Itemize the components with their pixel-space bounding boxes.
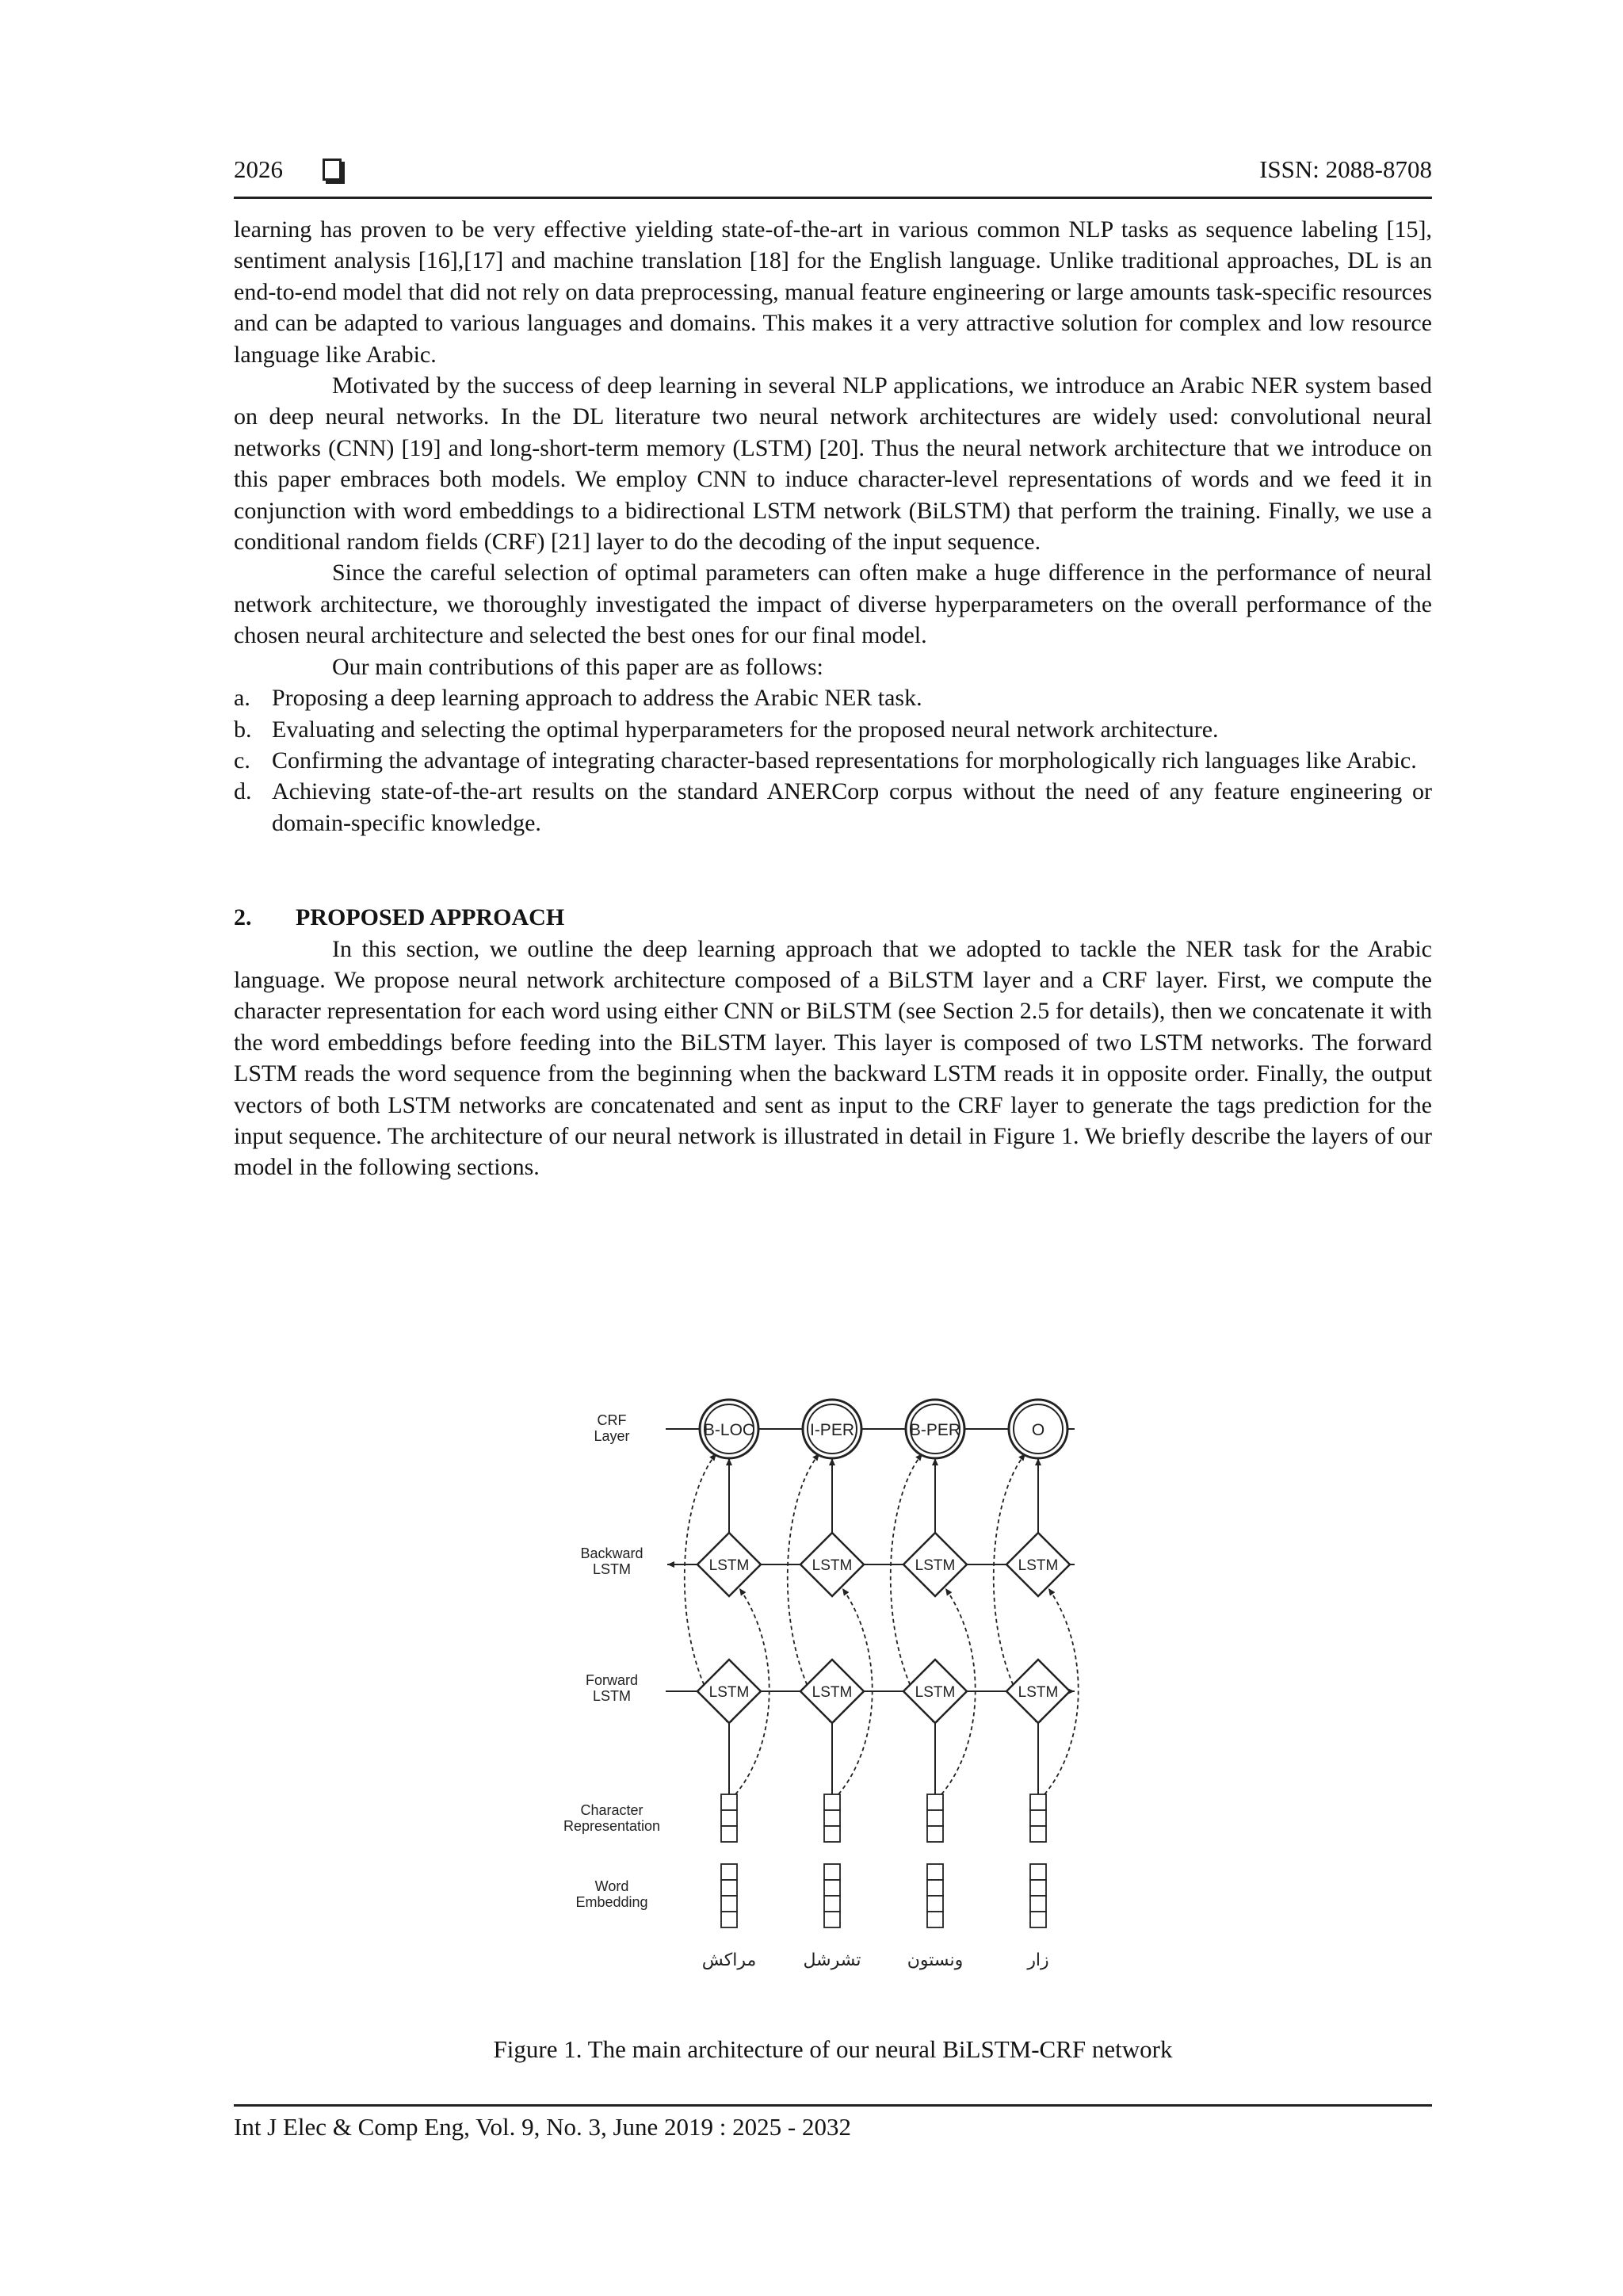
list-item	[234, 682, 1432, 713]
list-item	[234, 745, 1432, 776]
label-fwd-1: Forward	[585, 1672, 639, 1688]
section-paragraph-1: In this section, we outline the deep learning approach that we adopted to tackle the NER task for the Arabic language. We propose neural network architecture composed of a BiLSTM layer and a CRF layer. First, we compute the character representation for each word using either CNN or BiLSTM (see Section 2.5 for details), then we concatenate it with the word embeddings before feeding into the BiLSTM layer. This layer is composed of two LSTM networks. The forward LSTM reads the word sequence from the beginning when the backward LSTM reads it in opposite order. Finally, the output vectors of both LSTM networks are concatenated and sent as input to the CRF layer to generate the tags prediction for the input sequence. The architecture of our neural network is illustrated in detail in Figure 1. We briefly describe the layers of our model in the following sections.	[234, 935, 1432, 1181]
crf-tag: B-LOC	[703, 1421, 755, 1439]
column-2	[788, 1400, 873, 1969]
checkbox-glyph-icon	[323, 159, 342, 181]
char-vector-cell	[927, 1810, 943, 1826]
lstm-label: LSTM	[1018, 1684, 1059, 1701]
crf-tag: O	[1031, 1421, 1045, 1439]
word-vector-cell	[1030, 1896, 1046, 1912]
section-title: PROPOSED APPROACH	[296, 904, 565, 931]
word-vector-cell	[1030, 1912, 1046, 1927]
lstm-label: LSTM	[708, 1557, 750, 1574]
crf-tag: I-PER	[809, 1421, 855, 1439]
issn: ISSN: 2088-8708	[1259, 155, 1432, 183]
char-vector-cell	[721, 1810, 737, 1826]
word-vector-cell	[824, 1912, 840, 1927]
char-vector-cell	[1030, 1826, 1046, 1842]
section-number: 2.	[234, 904, 252, 931]
word-vector-cell	[721, 1896, 737, 1912]
char-vector-cell	[1030, 1810, 1046, 1826]
lstm-label: LSTM	[708, 1684, 750, 1701]
char-vector-cell	[927, 1826, 943, 1842]
word-vector-cell	[1030, 1880, 1046, 1896]
word-vector-cell	[927, 1896, 943, 1912]
label-crf-1: CRF	[597, 1412, 627, 1428]
word-vector-cell	[824, 1864, 840, 1880]
column-1	[685, 1400, 769, 1970]
list-marker: b.	[234, 716, 252, 743]
crf-tag: B-PER	[909, 1421, 961, 1439]
list-item-text: Proposing a deep learning approach to address the Arabic NER task.	[272, 685, 922, 712]
list-item	[234, 776, 1432, 839]
lstm-label: LSTM	[812, 1684, 853, 1701]
char-vector-cell	[927, 1794, 943, 1810]
figure-caption: Figure 1. The main architecture of our neural BiLSTM-CRF network	[493, 2035, 1173, 2063]
word-vector-cell	[824, 1880, 840, 1896]
label-word-1: Word	[594, 1878, 629, 1894]
section-heading	[234, 902, 1432, 933]
lstm-label: LSTM	[1018, 1557, 1059, 1574]
word-vector-cell	[927, 1864, 943, 1880]
label-bwd-1: Backward	[580, 1545, 643, 1561]
page-body	[234, 214, 1432, 1183]
char-vector-cell	[824, 1794, 840, 1810]
column-3	[891, 1400, 976, 1969]
word-vector-cell	[1030, 1864, 1046, 1880]
list-marker: a.	[234, 685, 250, 712]
contributions-list	[234, 682, 1432, 839]
list-marker: c.	[234, 747, 250, 774]
list-item	[234, 714, 1432, 745]
intro-paragraph-3: Since the careful selection of optimal parameters can often make a huge difference in the performance of neural network architecture, we thoroughly investigated the impact of diverse hyperparameters on the overall performance of the chosen neural architecture and selected the best ones for our final model.	[234, 560, 1432, 649]
char-vector-cell	[721, 1794, 737, 1810]
word-token: ونستون	[907, 1950, 964, 1969]
char-vector-cell	[824, 1826, 840, 1842]
word-token: مراكش	[701, 1950, 757, 1969]
label-word-2: Embedding	[575, 1894, 648, 1910]
list-item-text: Achieving state-of-the-art results on the standard ANERCorp corpus without the need of any feature engineering or domain-specific knowledge.	[272, 778, 1432, 836]
list-marker: d.	[234, 778, 252, 805]
word-token: زار	[1027, 1950, 1049, 1969]
journal-citation: Int J Elec & Comp Eng, Vol. 9, No. 3, June 2019 : 2025 - 2032	[234, 2113, 851, 2141]
architecture-figure	[547, 1363, 1117, 2021]
word-vector-cell	[721, 1864, 737, 1880]
column-4	[994, 1400, 1079, 1969]
word-vector-cell	[927, 1912, 943, 1927]
word-vector-cell	[721, 1880, 737, 1896]
intro-paragraph-1: learning has proven to be very effective yielding state-of-the-art in various common NLP tasks as sequence labeling [15], sentiment analysis [16],[17] and machine translation [18] for the English language. Unlike traditional approaches, DL is an end-to-end model that did not rely on data preprocessing, manual feature engineering or large amounts task-specific resources and can be adapted to various languages and domains. This makes it a very attractive solution for complex and low resource language like Arabic.	[234, 216, 1432, 368]
word-vector-cell	[824, 1896, 840, 1912]
intro-paragraph-2: Motivated by the success of deep learning in several NLP applications, we introduce an Arabic NER system based on deep neural networks. In the DL literature two neural network architectures are widely used: convolutional neural networks (CNN) [19] and long-short-term memory (LSTM) [20]. Thus the neural network architecture that we introduce on this paper embraces both models. We employ CNN to induce character-level representations of words and we feed it in conjunction with word embeddings to a bidirectional LSTM network (BiLSTM) that perform the training. Finally, we use a conditional random fields (CRF) [21] layer to do the decoding of the input sequence.	[234, 372, 1432, 556]
label-char-1: Character	[580, 1802, 643, 1818]
contributions-intro: Our main contributions of this paper are as follows:	[332, 653, 823, 680]
word-vector-cell	[721, 1912, 737, 1927]
page-footer	[234, 2104, 1432, 2141]
label-bwd-2: LSTM	[592, 1561, 632, 1577]
page-header	[234, 152, 1432, 199]
char-vector-cell	[1030, 1794, 1046, 1810]
lstm-label: LSTM	[915, 1557, 956, 1574]
label-fwd-2: LSTM	[592, 1688, 632, 1704]
list-item-text: Confirming the advantage of integrating character-based representations for morphologically rich languages like Arabic.	[272, 747, 1417, 774]
char-vector-cell	[824, 1810, 840, 1826]
architecture-diagram	[547, 1363, 1117, 2021]
lstm-label: LSTM	[812, 1557, 853, 1574]
label-crf-2: Layer	[594, 1428, 630, 1444]
word-vector-cell	[927, 1880, 943, 1896]
page-number: 2026	[234, 155, 283, 183]
char-vector-cell	[721, 1826, 737, 1842]
label-char-2: Representation	[563, 1818, 661, 1834]
lstm-label: LSTM	[915, 1684, 956, 1701]
word-token: تشرشل	[803, 1950, 861, 1969]
list-item-text: Evaluating and selecting the optimal hyperparameters for the proposed neural network architecture.	[272, 716, 1219, 743]
